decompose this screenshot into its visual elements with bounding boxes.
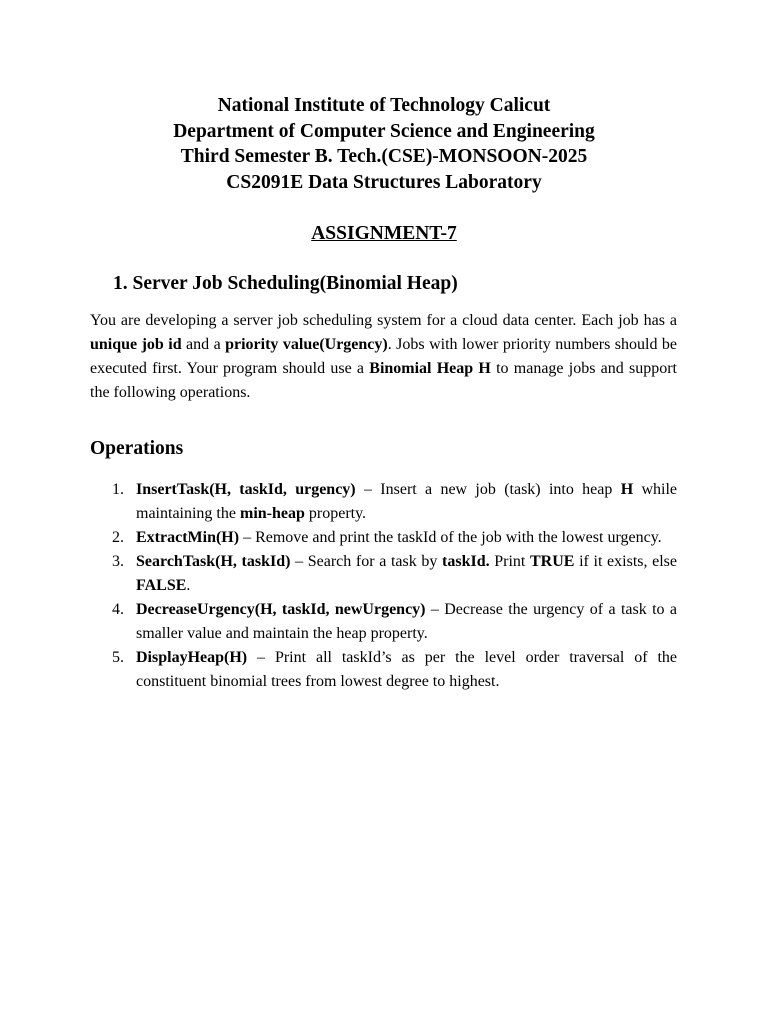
item-number: 1. (112, 481, 124, 498)
op-text: Print (489, 553, 530, 570)
list-item (90, 646, 677, 694)
assignment-title: ASSIGNMENT-7 (311, 223, 457, 244)
op-name: ExtractMin(H) (136, 529, 240, 546)
semester-line: Third Semester B. Tech.(CSE)-MONSOON-2025 (180, 146, 588, 167)
section-title: 1. Server Job Scheduling(Binomial Heap) (113, 273, 458, 294)
intro-paragraph (90, 309, 677, 405)
item-number: 2. (112, 529, 124, 546)
intro-bold-heap: Binomial Heap H (369, 360, 491, 377)
op-text: – Decrease the urgency of a task to a smaller value and maintain the heap property. (136, 601, 678, 642)
op-bold: FALSE (136, 577, 187, 594)
operations-heading: Operations (90, 438, 184, 459)
operations-list (90, 478, 677, 694)
op-text: – Print all taskId’s as per the level order traversal of the constituent binomial trees from lowest degree to highest. (136, 649, 677, 690)
op-text: . (186, 577, 191, 594)
op-name: DecreaseUrgency(H, taskId, newUrgency) (136, 601, 426, 618)
item-number: 4. (112, 601, 124, 618)
intro-bold-priority: priority value(Urgency) (225, 336, 388, 353)
department-name: Department of Computer Science and Engineering (173, 120, 595, 142)
list-item (90, 598, 677, 646)
intro-text-1: You are developing a server job scheduling system for a cloud data center. Each job has a (90, 312, 677, 329)
list-item (90, 550, 677, 598)
op-text: – Insert a new job (task) into heap (355, 481, 621, 498)
op-bold: H (620, 481, 634, 498)
intro-text-2: and a (181, 336, 226, 353)
op-bold: min-heap (239, 505, 305, 522)
course-title: CS2091E Data Structures Laboratory (226, 171, 542, 193)
list-item (90, 478, 677, 526)
op-name: InsertTask(H, taskId, urgency) (136, 481, 356, 498)
document-header (0, 93, 768, 195)
intro-text-4: to manage jobs and support the following operations. (90, 360, 677, 401)
op-text: – Remove and print the taskId of the job with the lowest urgency. (239, 529, 662, 546)
op-text: while maintaining the (136, 481, 678, 522)
intro-bold-job-id: unique job id (90, 336, 182, 353)
op-text: – Search for a task by (290, 553, 443, 570)
op-name: SearchTask(H, taskId) (136, 553, 291, 570)
institute-name: National Institute of Technology Calicut (217, 95, 551, 116)
item-number: 5. (112, 649, 124, 666)
op-text: property. (304, 505, 367, 522)
op-bold: taskId. (442, 553, 490, 570)
item-number: 3. (112, 553, 124, 570)
list-item (90, 526, 677, 550)
op-text: if it exists, else (574, 553, 677, 570)
op-name: DisplayHeap(H) (136, 649, 248, 666)
intro-text-3: . Jobs with lower priority numbers should be executed first. Your program should use a (90, 336, 677, 377)
op-bold: TRUE (530, 553, 575, 570)
